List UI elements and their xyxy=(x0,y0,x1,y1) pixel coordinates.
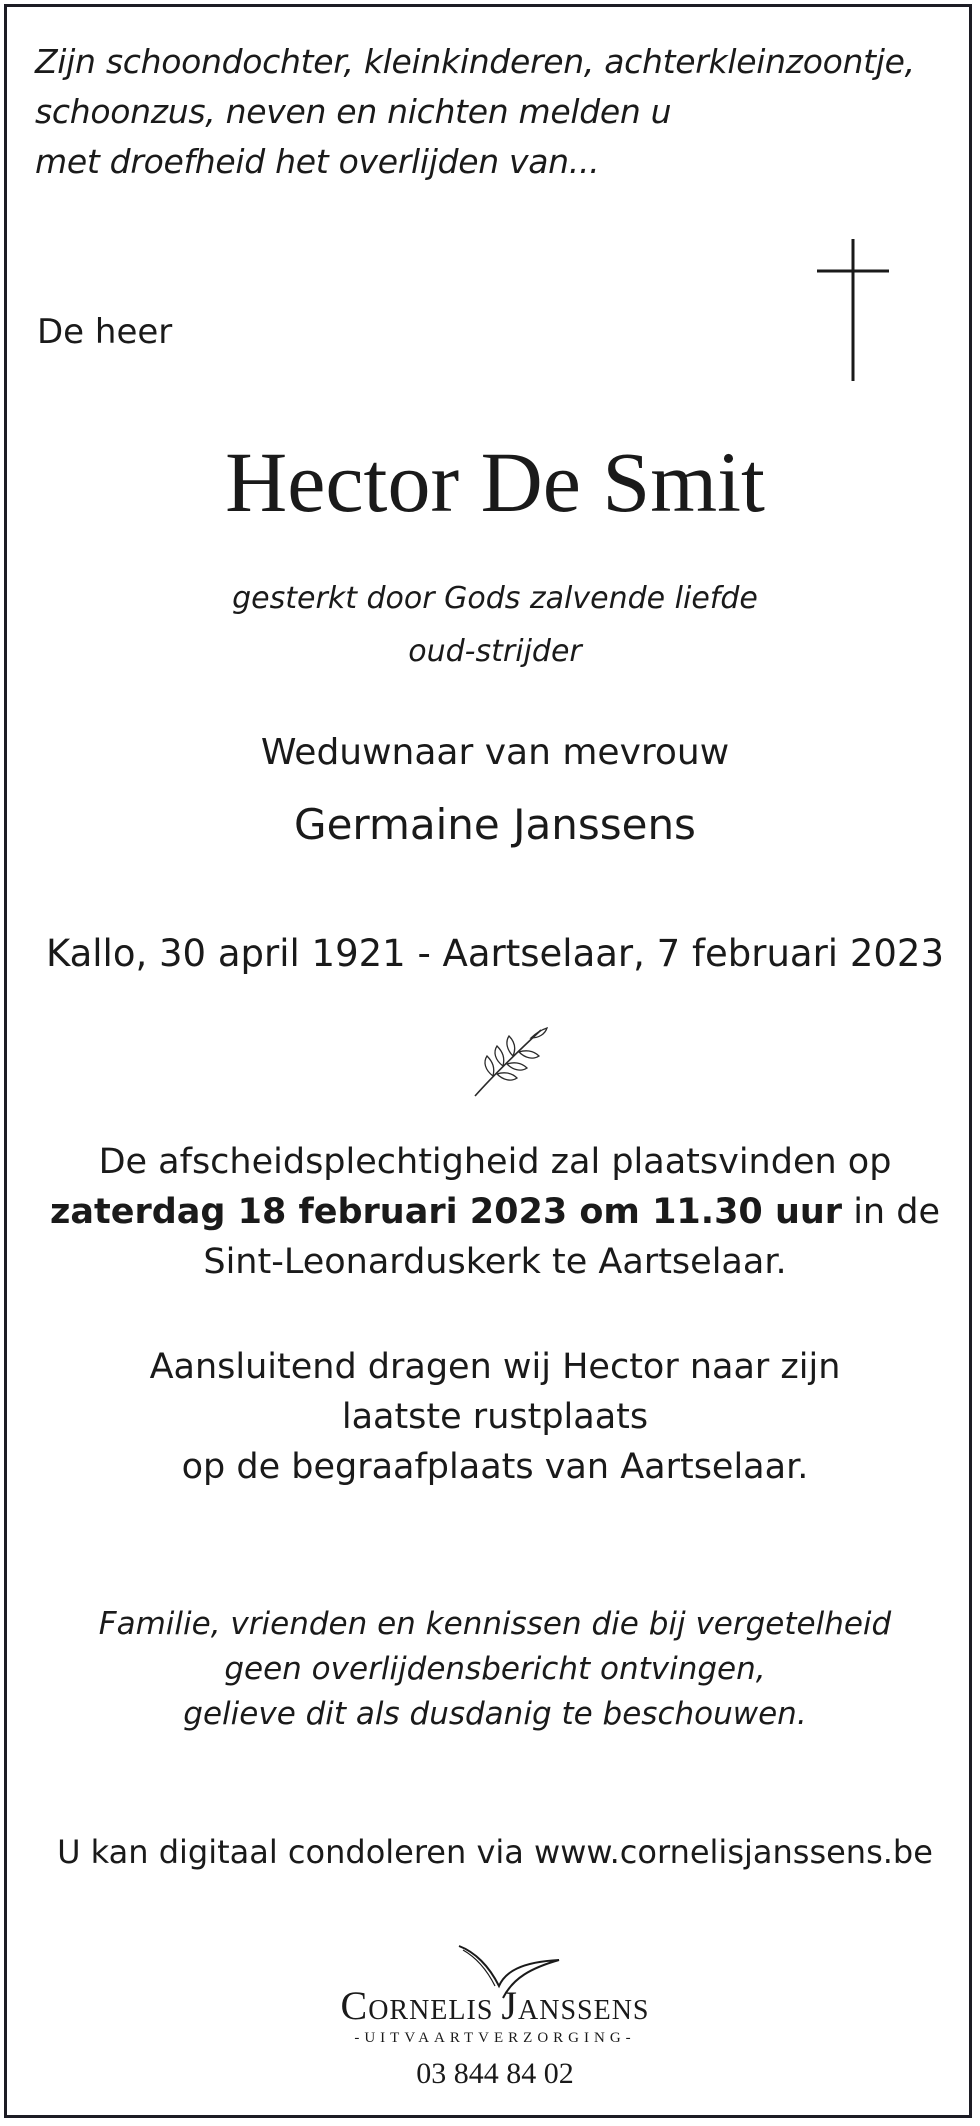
burial-line: op de begraafplaats van Aartselaar. xyxy=(181,1447,809,1487)
ceremony-line: De afscheidsplechtigheid zal plaatsvinden op xyxy=(98,1142,892,1182)
life-dates: Kallo, 30 april 1921 - Aartselaar, 7 februari 2023 xyxy=(45,932,944,975)
condolence-text: U kan digitaal condoleren via www.cornelisjanssens.be xyxy=(57,1833,933,1871)
logo-name-part1: ORNELIS xyxy=(368,1995,494,2026)
burial-text xyxy=(7,1342,980,1492)
funeral-home-name xyxy=(7,1982,980,2029)
logo-initial-c: C xyxy=(340,1983,369,2028)
funeral-home-phone: 03 844 84 02 xyxy=(416,2057,574,2090)
ceremony-location: Sint-Leonarduskerk te Aartselaar. xyxy=(203,1242,787,1282)
intro-text xyxy=(35,37,975,187)
obituary-card xyxy=(4,4,972,2118)
ceremony-datetime: zaterdag 18 februari 2023 om 11.30 uur xyxy=(50,1192,843,1232)
family-note-line: geen overlijdensbericht ontvingen, xyxy=(224,1651,766,1687)
family-note-line: gelieve dit als dusdanig te beschouwen. xyxy=(183,1696,807,1732)
funeral-home-tagline: -UITVAARTVERZORGING- xyxy=(354,2030,636,2046)
descriptor-faith: gesterkt door Gods zalvende liefde xyxy=(232,581,758,616)
intro-line: Zijn schoondochter, kleinkinderen, achterkleinzoontje, xyxy=(35,42,915,81)
logo-initial-j: J xyxy=(501,1983,518,2028)
cross-icon xyxy=(813,239,893,381)
family-note xyxy=(7,1602,980,1737)
intro-line: schoonzus, neven en nichten melden u xyxy=(35,92,672,131)
burial-line: Aansluitend dragen wij Hector naar zijn xyxy=(149,1347,841,1387)
title-prefix: De heer xyxy=(37,312,173,352)
intro-line: met droefheid het overlijden van... xyxy=(35,142,600,181)
family-note-line: Familie, vrienden en kennissen die bij vergetelheid xyxy=(98,1606,892,1642)
descriptor-veteran: oud-strijder xyxy=(408,634,582,669)
ceremony-text xyxy=(7,1137,980,1287)
leaf-branch-icon xyxy=(469,1022,549,1102)
deceased-name: Hector De Smit xyxy=(225,434,765,530)
burial-line: laatste rustplaats xyxy=(341,1397,649,1437)
widower-label: Weduwnaar van mevrouw xyxy=(260,732,730,773)
ceremony-line-rest: in de xyxy=(842,1192,940,1232)
ceremony-date-line xyxy=(7,1187,980,1237)
logo-name-part2: ANSSENS xyxy=(518,1995,650,2026)
spouse-name: Germaine Janssens xyxy=(294,800,696,849)
